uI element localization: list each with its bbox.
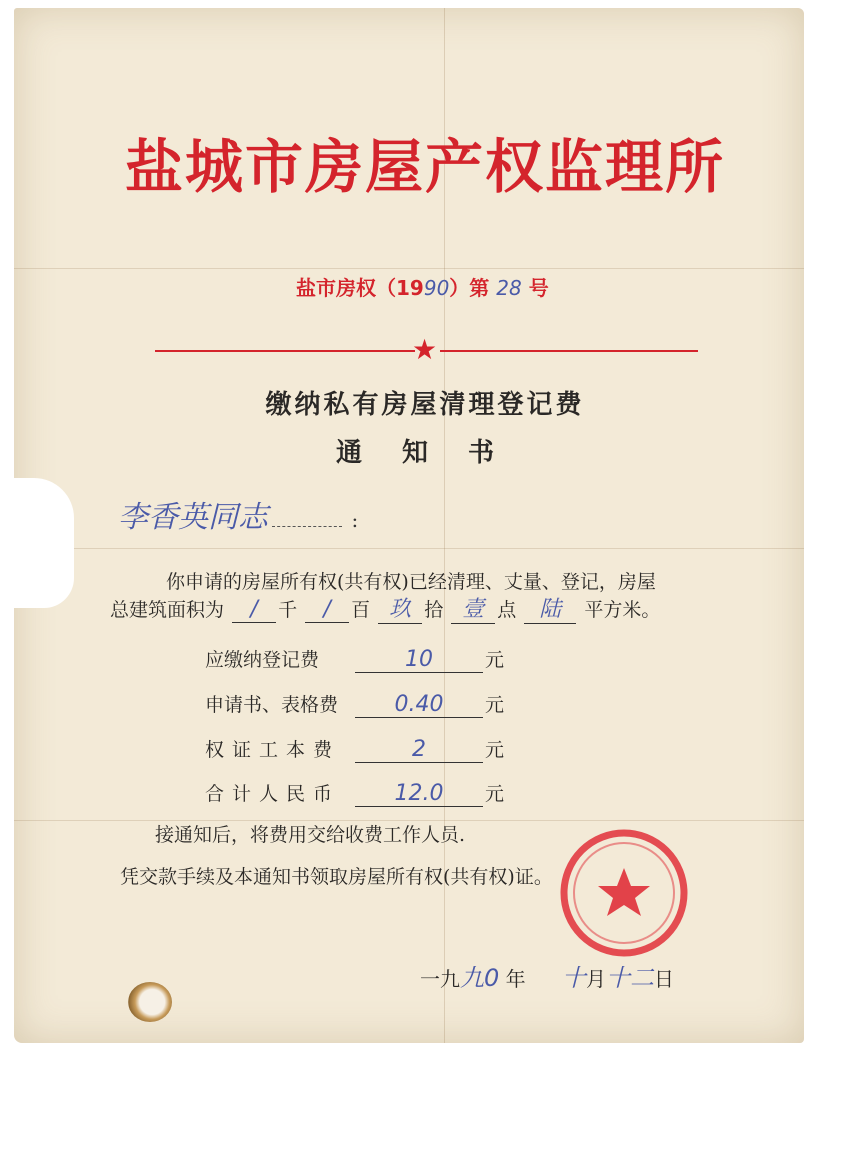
recipient-underline [272, 526, 342, 527]
fee-row [205, 690, 504, 718]
body-line-2 [110, 592, 660, 624]
official-seal-icon [540, 828, 708, 958]
fee-unit: 元 [485, 783, 505, 805]
fee-value: 2 [412, 737, 426, 762]
fee-label: 权证工本费 [205, 739, 341, 761]
recipient-line [118, 492, 358, 536]
date-year: 九0 [460, 964, 500, 992]
area-hundred-unit: 百 [351, 599, 371, 621]
area-unit-value: 壹 [462, 597, 485, 622]
fold-crease [14, 548, 804, 549]
area-thousand-value: / [250, 597, 258, 622]
doc-no-mid: ）第 [449, 276, 490, 300]
divider-left [155, 350, 415, 352]
document-number [296, 272, 549, 301]
office-title: 盐城市房屋产权监理所 [124, 133, 725, 201]
doc-no-prefix: 盐市房权（19 [296, 276, 424, 300]
fee-label: 合计人民币 [205, 783, 341, 805]
area-decimal-blank [524, 592, 576, 624]
date-day-unit: 日 [654, 967, 674, 991]
fee-row [205, 645, 504, 673]
area-ten-unit: 拾 [424, 599, 444, 621]
fee-row [205, 735, 504, 763]
fee-blank [355, 692, 483, 718]
area-unit-label: 平方米。 [584, 599, 661, 621]
torn-edge [14, 478, 74, 608]
fee-value: 12.0 [394, 781, 444, 806]
date-prefix: 一九 [420, 967, 460, 991]
notice-title: 缴纳私有房屋清理登记费 [265, 390, 585, 420]
area-decimal-value: 陆 [539, 597, 562, 622]
area-thousand-blank [232, 597, 276, 623]
fee-value: 10 [405, 647, 433, 672]
fee-value: 0.40 [394, 692, 444, 717]
recipient-colon: : [351, 508, 359, 532]
fee-unit: 元 [485, 739, 505, 761]
fee-row-total [205, 779, 504, 807]
date-month-unit: 月 [586, 967, 606, 991]
body-line-1: 你申请的房屋所有权(共有权)已经清理、丈量、登记，房屋 [166, 571, 656, 593]
date-year-unit: 年 [505, 967, 526, 991]
area-thousand-unit: 千 [278, 599, 298, 621]
fee-label: 应缴纳登记费 [205, 649, 320, 671]
area-label: 总建筑面积为 [110, 599, 225, 621]
area-ten-value: 玖 [389, 597, 412, 622]
recipient-name: 李香英同志 [118, 500, 268, 535]
notice-subtitle: 通知书 [335, 438, 534, 468]
fee-label: 申请书、表格费 [205, 694, 339, 716]
date-month: 十 [562, 964, 586, 992]
area-ten-blank [378, 592, 422, 624]
issue-date [420, 958, 674, 993]
fold-crease [14, 268, 804, 269]
paper-stain [128, 982, 172, 1022]
star-icon: ★ [412, 333, 438, 366]
fee-blank [355, 737, 483, 763]
fee-unit: 元 [485, 694, 505, 716]
doc-no-number: 28 [496, 276, 522, 300]
area-point: 点 [497, 599, 517, 621]
area-hundred-blank [305, 597, 349, 623]
instruction-line-1: 接通知后，将费用交给收费工作人员. [155, 824, 466, 846]
doc-no-year: 90 [423, 276, 450, 300]
fee-unit: 元 [485, 649, 505, 671]
date-day: 十二 [606, 964, 654, 992]
doc-no-suffix: 号 [528, 276, 549, 300]
area-unit-blank [451, 592, 495, 624]
fee-blank [355, 647, 483, 673]
divider-right [440, 350, 698, 352]
area-hundred-value: / [323, 597, 331, 622]
instruction-line-2: 凭交款手续及本通知书领取房屋所有权(共有权)证。 [120, 866, 553, 888]
fee-blank [355, 781, 483, 807]
